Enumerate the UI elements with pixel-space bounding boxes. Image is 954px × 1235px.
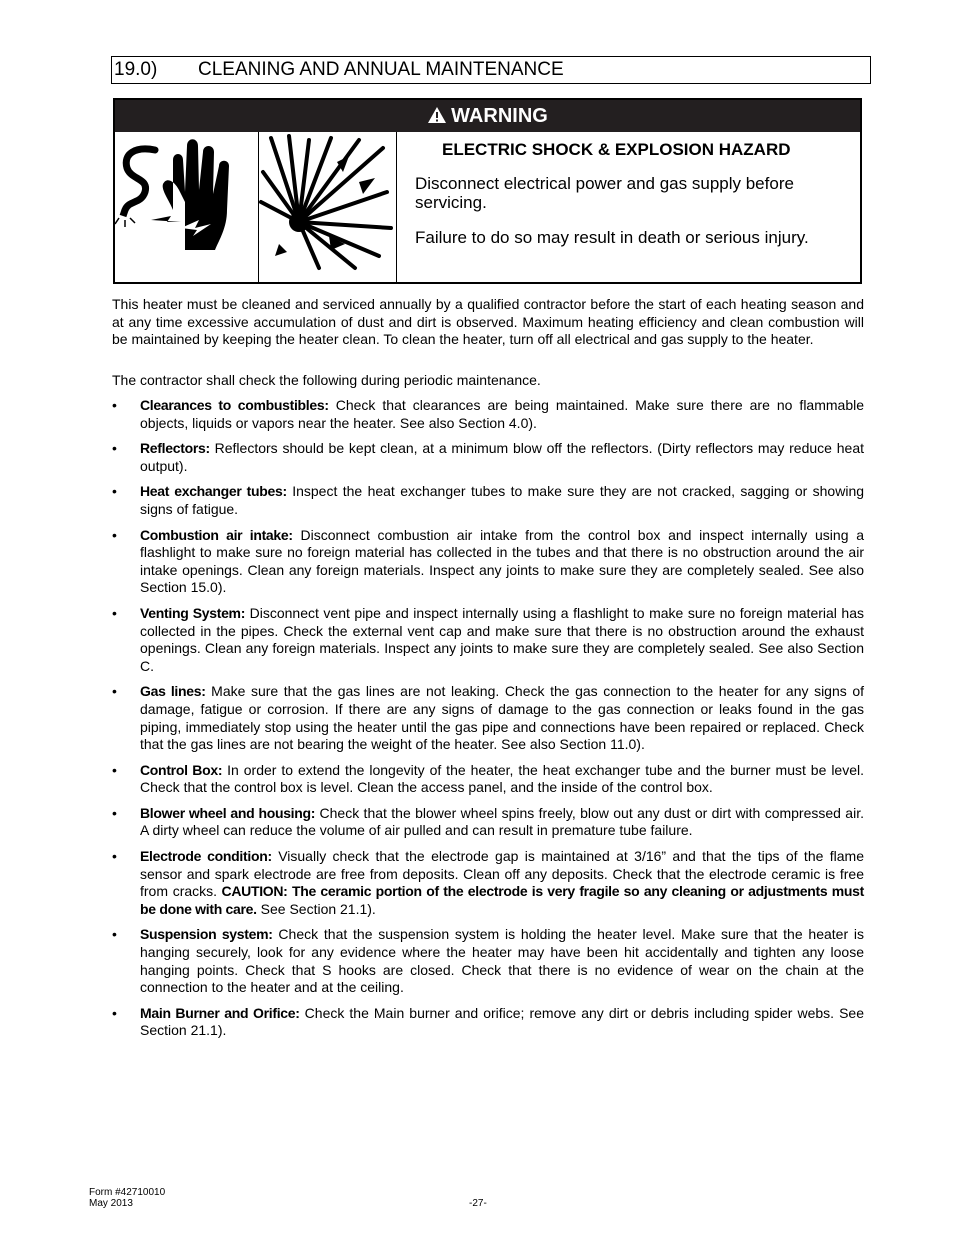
warning-triangle-icon: [427, 106, 447, 124]
warning-text-cell: [397, 132, 860, 282]
section-number: 19.0): [114, 59, 158, 80]
item-term: Control Box:: [140, 761, 223, 778]
bullet-icon: •: [112, 604, 117, 621]
item-text: Check that the blower wheel spins freely, blow out any dust or dirt with compressed air. A dirty wheel can reduce the volume of air pulled and can result in premature tube failure.: [140, 804, 864, 839]
footer-form-info: [89, 1187, 165, 1209]
bullet-icon: •: [112, 526, 117, 543]
warning-box: [113, 98, 862, 284]
hazard-consequence: Failure to do so may result in death or serious injury.: [415, 228, 809, 247]
explosion-icon: [259, 132, 396, 282]
list-item: [112, 605, 864, 675]
list-item: [112, 805, 864, 840]
explosion-icon-cell: [259, 132, 397, 282]
hazard-title: ELECTRIC SHOCK & EXPLOSION HAZARD: [442, 140, 791, 159]
page-number: -27-: [469, 1198, 487, 1209]
bullet-icon: •: [112, 848, 117, 865]
section-header: [111, 56, 871, 84]
bullet-icon: •: [112, 683, 117, 700]
bullet-icon: •: [112, 483, 117, 500]
bullet-icon: •: [112, 926, 117, 943]
form-date: May 2013: [89, 1198, 133, 1209]
section-title: CLEANING AND ANNUAL MAINTENANCE: [198, 59, 564, 80]
hazard-instruction: Disconnect electrical power and gas supply before servicing.: [415, 174, 794, 212]
caution-text: CAUTION: The ceramic portion of the electrode is very fragile so any cleaning or adjustments must be done with care.: [140, 883, 864, 917]
list-item: [112, 483, 864, 518]
item-term: Blower wheel and housing:: [140, 804, 316, 821]
list-item: [112, 926, 864, 996]
lead-paragraph: The contractor shall check the following during periodic maintenance.: [112, 372, 541, 388]
form-number: Form #42710010: [89, 1187, 166, 1198]
item-text: Visually check that the electrode gap is maintained at 3/16” and that the tips of the flame sensor and spark electrode are free from deposits. Clean off any deposits. Check that the electrode ceramic is free from cracks.: [140, 848, 864, 900]
item-text: Check that the suspension system is holding the heater level. Make sure that the heater is hanging securely, look for any evidence where the heater may have been hit accidentally and tighten any loose hanging points. Check that S hooks are closed. Check that there is no evidence of wear on the chain at the connection to the heater and at the ceiling.: [140, 926, 864, 996]
item-text: Reflectors should be kept clean, at a minimum blow off the reflectors. (Dirty reflectors may reduce heat output).: [140, 440, 864, 474]
item-text: In order to extend the longevity of the heater, the heat exchanger tube and the burner must be level. Check that the control box is level. Clean the access panel, and the inside of the control box.: [140, 761, 864, 796]
item-term: Suspension system:: [140, 926, 273, 943]
intro-paragraph: This heater must be cleaned and serviced annually by a qualified contractor before the start of each heating season and at any time excessive accumulation of dust and dirt is observed. Maximum heating efficiency and clean combustion will be maintained by keeping the heater clean. To clean the heater, turn off all electrical and gas supply to the heater.: [112, 296, 864, 348]
item-text: Inspect the heat exchanger tubes to make sure they are not cracked, sagging or showing signs of fatigue.: [140, 483, 865, 517]
bullet-icon: •: [112, 440, 117, 457]
electric-shock-hand-icon: [115, 132, 258, 282]
item-reference: See Section 21.1).: [256, 900, 376, 917]
item-term: Main Burner and Orifice:: [140, 1004, 300, 1021]
item-term: Venting System:: [140, 604, 246, 621]
item-text: Make sure that the gas lines are not leaking. Check the gas connection to the heater for any signs of damage, fatigue or corrosion. If there are any signs of damage to the gas connection or leaks found in the gas piping, immediately stop using the heater until the gas pipe and connections have been repaired or replaced. Check that the gas lines are not bearing the weight of the heater. See also Section 11.0).: [140, 683, 864, 753]
shock-icon-cell: [115, 132, 259, 282]
list-item: [112, 683, 864, 753]
maintenance-checklist: [112, 397, 864, 1048]
bullet-icon: •: [112, 1004, 117, 1021]
bullet-icon: •: [112, 397, 117, 413]
list-item: [112, 848, 864, 918]
item-text: Disconnect vent pipe and inspect internally using a flashlight to make sure no foreign material has collected in the pipes. Check the external vent cap and make sure that there is no obstruction around the exhaust openings. Clean any foreign materials. Inspect any joints to make sure they are completely sealed. See also Section C.: [140, 604, 865, 674]
bullet-icon: •: [112, 804, 117, 821]
list-item: [112, 397, 864, 432]
warning-bar: [115, 100, 860, 132]
list-item: [112, 762, 864, 797]
item-term: Heat exchanger tubes:: [140, 483, 287, 500]
item-text: Disconnect combustion air intake from the control box and inspect internally using a flashlight to make sure no foreign material has collected in the tubes and that there is no obstruction around the air intake openings. Clean any foreign materials. Inspect any joints to make sure they are completely sealed. See also Section 15.0).: [140, 526, 864, 596]
item-term: Electrode condition:: [140, 848, 272, 865]
warning-label: WARNING: [451, 105, 548, 127]
item-term: Reflectors:: [140, 440, 210, 457]
item-term: Gas lines:: [140, 683, 206, 700]
list-item: [112, 440, 864, 475]
item-text: Check the Main burner and orifice; remove any dirt or debris including spider webs. See Section 21.1).: [140, 1004, 864, 1039]
list-item: [112, 1005, 864, 1040]
item-term: Combustion air intake:: [140, 526, 293, 543]
item-text: Check that clearances are being maintained. Make sure there are no flammable objects, liquids or vapors near the heater. See also Section 4.0).: [140, 397, 865, 431]
list-item: [112, 527, 864, 597]
bullet-icon: •: [112, 761, 117, 778]
item-term: Clearances to combustibles:: [140, 397, 329, 413]
